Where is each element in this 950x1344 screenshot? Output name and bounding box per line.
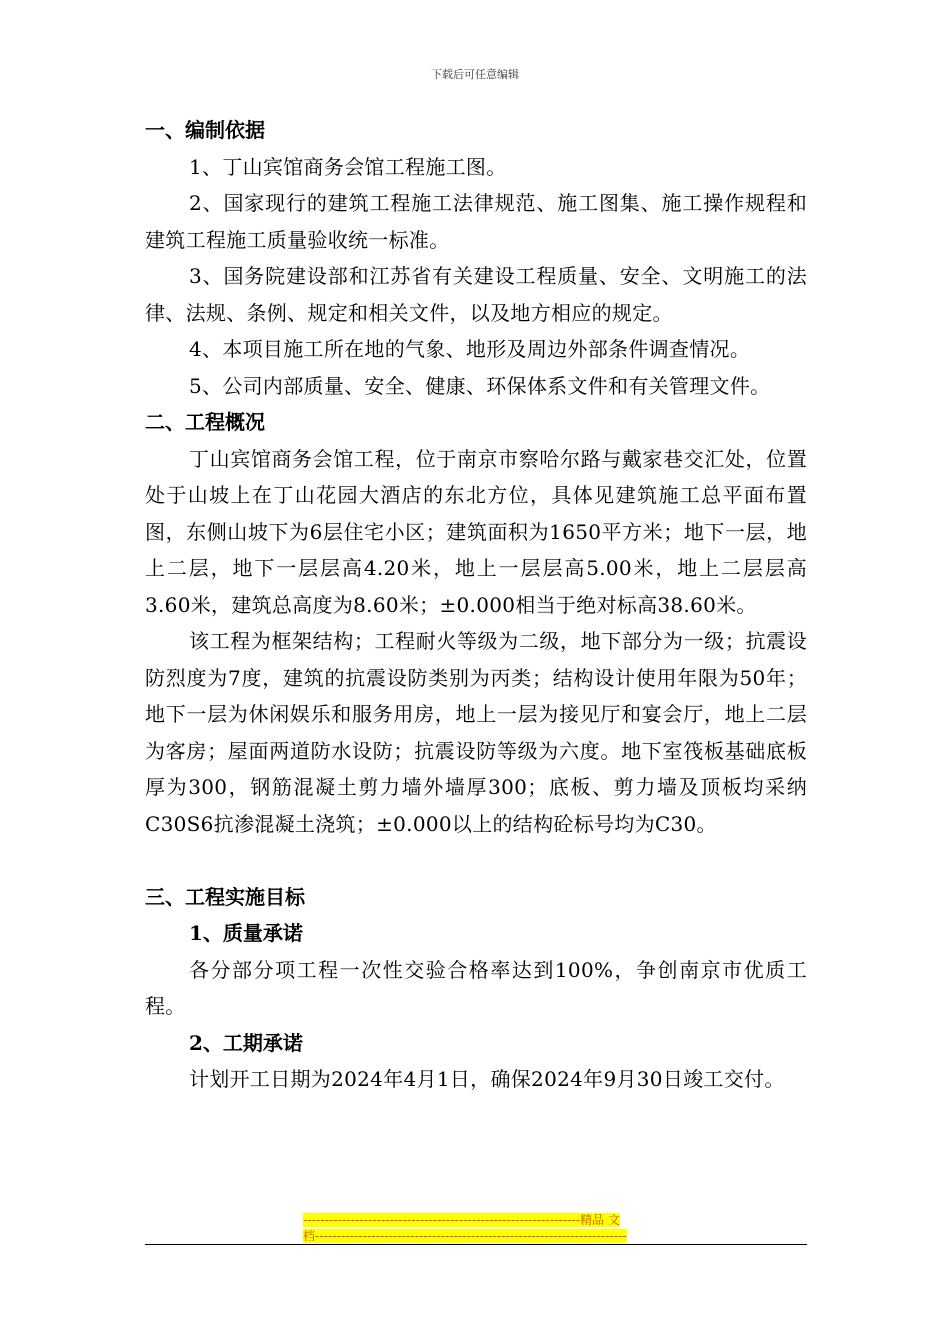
basis-item-5: 5、公司内部质量、安全、健康、环保体系文件和有关管理文件。 (189, 373, 771, 398)
basis-item-4: 4、本项目施工所在地的气象、地形及周边外部条件调查情况。 (189, 337, 751, 361)
page-header: 下载后可任意编辑 (431, 68, 519, 81)
footer-line-2: 档------------------------------------------------------------------------ (303, 1229, 627, 1243)
overview-paragraph-1: 丁山宾馆商务会馆工程，位于南京市察哈尔路与戴家巷交汇处，位置处于山坡上在丁山花园大酒店的东北方位，具体见建筑施工总平面布置图，东侧山坡下为6层住宅小区；建筑面积为1650平方米；地下一层，地上二层，地下一层层高4.20米，地上一层层高5.00米，地上二层层高3.60米，建筑总高度为8.60米；±0.000相当于绝对标高38.60米。 (145, 446, 807, 617)
basis-item-1: 1、丁山宾馆商务会馆工程施工图。 (189, 154, 507, 179)
footer-rule (145, 1244, 807, 1245)
section-title-overview: 二、工程概况 (145, 410, 265, 434)
overview-paragraph-2: 该工程为框架结构；工程耐火等级为二级，地下部分为一级；抗震设防烈度为7度，建筑的抗震设防类别为丙类；结构设计使用年限为50年；地下一层为休闲娱乐和服务用房，地上一层为接见厅和宴会厅，地上二层为客房；屋面两道防水设防；抗震设防等级为六度。地下室筏板基础底板厚为300，钢筋混凝土剪力墙外墙厚300；底板、剪力墙及顶板均采纳C30S6抗渗混凝土浇筑；±0.000以上的结构砼标号均为C30。 (145, 629, 807, 836)
subsection-title-quality: 1、质量承诺 (189, 921, 303, 945)
subsection-title-schedule: 2、工期承诺 (189, 1030, 303, 1055)
section-title-basis: 一、编制依据 (145, 118, 265, 142)
footer-line-1: ----------------------------------------------------------------精品 文 (303, 1213, 620, 1227)
schedule-paragraph: 计划开工日期为2024年4月1日，确保2024年9月30日竣工交付。 (189, 1067, 785, 1091)
section-title-goals: 三、工程实施目标 (145, 884, 305, 909)
quality-paragraph: 各分部分项工程一次性交验合格率达到100%，争创南京市优质工程。 (145, 957, 807, 1018)
document-body (145, 112, 807, 1098)
basis-item-3: 3、国务院建设部和江苏省有关建设工程质量、安全、文明施工的法律、法规、条例、规定和相关文件，以及地方相应的规定。 (145, 264, 807, 325)
blank-line (145, 842, 807, 879)
footer-watermark (303, 1212, 648, 1244)
basis-item-2: 2、国家现行的建筑工程施工法律规范、施工图集、施工操作规程和建筑工程施工质量验收统一标准。 (145, 191, 807, 252)
